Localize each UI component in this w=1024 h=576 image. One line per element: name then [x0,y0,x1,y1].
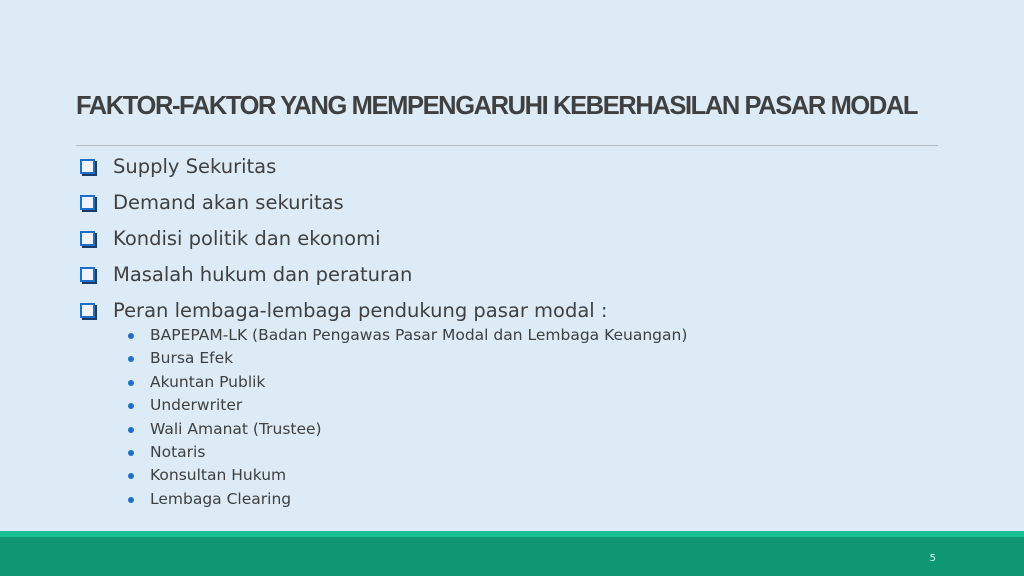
sub-bullet-item [128,394,687,417]
round-dot-bullet-icon [128,380,134,386]
checkbox-square-bullet-icon [80,159,95,174]
sub-bullet-item [128,441,687,464]
sub-bullet-text: Lembaga Clearing [150,489,292,508]
sub-bullet-item [128,324,687,347]
sub-bullet-text: Akuntan Publik [150,372,266,391]
sub-bullet-list [128,324,687,511]
sub-bullet-item [128,464,687,487]
footer-bar [0,537,1024,576]
sub-bullet-text: Wali Amanat (Trustee) [150,419,322,438]
bullet-text: Peran lembaga-lembaga pendukung pasar modal : [113,299,608,322]
sub-bullet-text: Bursa Efek [150,349,234,368]
sub-bullet-text: BAPEPAM-LK (Badan Pengawas Pasar Modal dan Lembaga Keuangan) [150,326,688,344]
bullet-item [78,262,608,298]
bullet-item [78,226,608,262]
bullet-text: Kondisi politik dan ekonomi [113,227,381,250]
sub-bullet-item [128,371,687,394]
round-dot-bullet-icon [128,497,134,503]
checkbox-square-bullet-icon [80,267,95,282]
round-dot-bullet-icon [128,427,134,433]
round-dot-bullet-icon [128,333,134,339]
bullet-text: Demand akan sekuritas [113,191,344,214]
round-dot-bullet-icon [128,473,134,479]
sub-bullet-item [128,488,687,511]
round-dot-bullet-icon [128,450,134,456]
bullet-list [78,154,608,334]
title-divider [76,145,938,146]
sub-bullet-text: Notaris [150,442,206,461]
checkbox-square-bullet-icon [80,231,95,246]
bullet-text: Supply Sekuritas [113,155,277,178]
checkbox-square-bullet-icon [80,195,95,210]
bullet-text: Masalah hukum dan peraturan [113,263,413,286]
sub-bullet-item [128,347,687,370]
sub-bullet-item [128,418,687,441]
page-number: 5 [929,553,936,564]
sub-bullet-text: Underwriter [150,396,243,415]
slide-title: FAKTOR-FAKTOR YANG MEMPENGARUHI KEBERHASILAN PASAR MODAL [76,92,918,120]
round-dot-bullet-icon [128,356,134,362]
bullet-item [78,190,608,226]
round-dot-bullet-icon [128,403,134,409]
sub-bullet-text: Konsultan Hukum [150,466,287,485]
checkbox-square-bullet-icon [80,303,95,318]
bullet-item [78,154,608,190]
